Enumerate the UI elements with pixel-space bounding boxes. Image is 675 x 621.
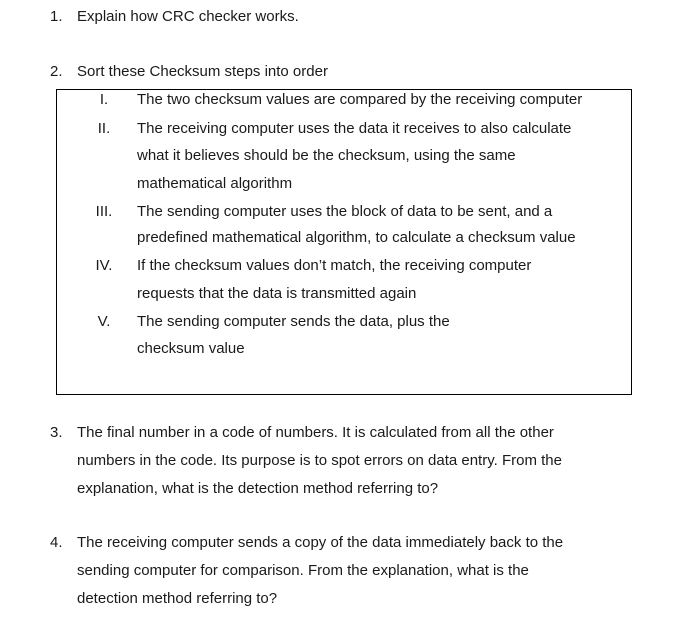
step-text: The sending computer sends the data, plus the <box>137 313 450 330</box>
question-text: The final number in a code of numbers. It is calculated from all the other <box>77 424 554 441</box>
question-text: Sort these Checksum steps into order <box>77 63 328 80</box>
step-numeral: III. <box>95 203 113 220</box>
step-text: predefined mathematical algorithm, to calculate a checksum value <box>137 229 576 246</box>
question-text: detection method referring to? <box>77 590 278 607</box>
question-text: numbers in the code. Its purpose is to spot errors on data entry. From the <box>77 452 562 469</box>
step-text: The sending computer uses the block of data to be sent, and a <box>137 203 553 220</box>
step-text: mathematical algorithm <box>137 175 293 192</box>
step-text: The two checksum values are compared by the receiving computer <box>137 91 583 108</box>
step-text: checksum value <box>137 340 245 357</box>
step-numeral: II. <box>97 120 111 137</box>
step-text: what it believes should be the checksum, using the same <box>137 147 516 164</box>
question-text: explanation, what is the detection method referring to? <box>77 480 439 497</box>
question-number: 3. <box>50 424 63 441</box>
step-numeral: IV. <box>95 257 113 274</box>
question-number: 4. <box>50 534 63 551</box>
step-text: If the checksum values don’t match, the receiving computer <box>137 257 532 274</box>
step-text: requests that the data is transmitted again <box>137 285 417 302</box>
question-number: 1. <box>50 8 63 25</box>
question-text: Explain how CRC checker works. <box>77 8 299 25</box>
step-text: The receiving computer uses the data it receives to also calculate <box>137 120 572 137</box>
question-text: sending computer for comparison. From the explanation, what is the <box>77 562 529 579</box>
step-numeral: I. <box>99 91 109 108</box>
question-text: The receiving computer sends a copy of the data immediately back to the <box>77 534 564 551</box>
step-numeral: V. <box>97 313 111 330</box>
question-number: 2. <box>50 63 63 80</box>
